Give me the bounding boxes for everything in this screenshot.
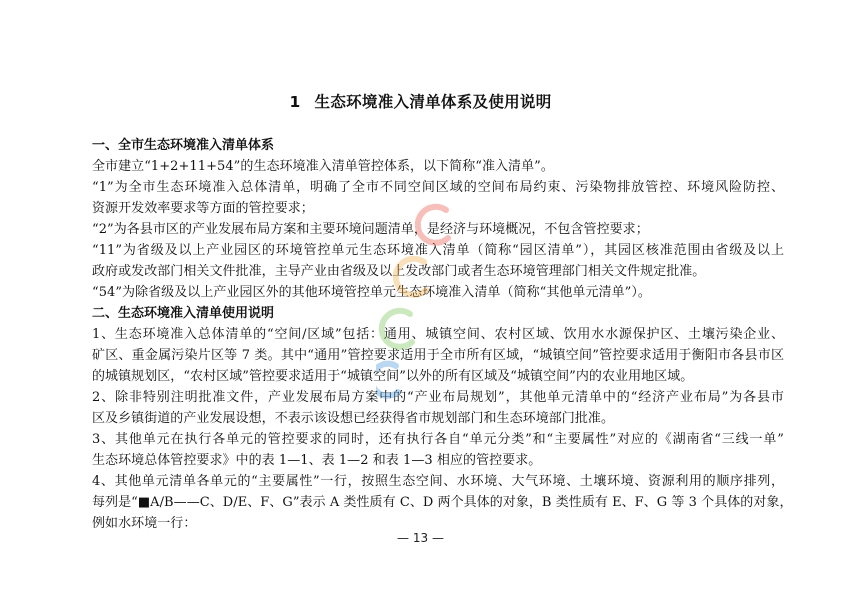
paragraph-line: 的城镇规划区，“农村区域”管控要求适用于“城镇空间”以外的所有区域及“城镇空间”内的农业用地区域。 [92,369,694,384]
paragraph-line: 3、其他单元在执行各单元的管控要求的同时，还有执行各自“单元分类”和“主要属性”对应的《湖南省“三线一单” [92,432,784,447]
paragraph-line: “11”为省级及以上产业园区的环境管控单元生态环境准入清单（简称“园区清单”），其园区核准范围由省级及以上 [92,243,784,258]
paragraph-line: 政府或发改部门相关文件批准，主导产业由省级及以上发改部门或者生态环境管理部门相关文件规定批准。 [92,264,706,279]
paragraph-line: “2”为各县市区的产业发展布局方案和主要环境问题清单，是经济与环境概况，不包含管控要求； [92,222,649,237]
paragraph-line: 生态环境总体管控要求》中的表 1—1、表 1—2 和表 1—3 相应的管控要求。 [92,453,542,468]
paragraph-line: 每列是“■A/B——C、D/E、F、G”表示 A 类性质有 C、D 两个具体的对象，B 类性质有 E、F、G 等 3 个具体的对象， [92,495,793,510]
paragraph-line: “1”为全市生态环境准入总体清单，明确了全市不同空间区域的空间布局约束、污染物排放管控、环境风险防控、 [92,180,784,195]
section-heading: 二、生态环境准入清单使用说明 [92,306,275,321]
section-number: 1 [289,93,301,111]
body-content [92,135,793,534]
paragraph-line: 资源开发效率要求等方面的管控要求； [92,201,314,216]
paragraph-line: 4、其他单元清单各单元的“主要属性”一行，按照生态空间、水环境、大气环境、土壤环境、资源利用的顺序排列， [92,474,784,489]
paragraph-line: “54”为除省级及以上产业园区外的其他环境管控单元生态环境准入清单（简称“其他单元清单”）。 [92,285,651,300]
paragraph-line: 1、生态环境准入总体清单的“空间/区域”包括：通用、城镇空间、农村区域、饮用水水源保护区、土壤污染企业、 [92,327,784,342]
paragraph-line: 2、除非特别注明批准文件，产业发展布局方案中的“产业布局规划”，其他单元清单中的“经济产业布局”为各县市 [92,390,784,405]
section-title [0,90,841,112]
section-heading: 一、全市生态环境准入清单体系 [92,138,275,153]
paragraph-line: 区及乡镇街道的产业发展设想，不表示该设想已经获得省市规划部门和生态环境部门批准。 [92,411,615,426]
page-number: — 13 — [397,531,444,545]
paragraph-line: 例如水环境一行： [92,516,197,531]
section-title-text: 生态环境准入清单体系及使用说明 [314,93,552,111]
paragraph-line: 全市建立“1+2+11+54”的生态环境准入清单管控体系，以下简称“准入清单”。 [92,159,554,174]
paragraph-line: 矿区、重金属污染片区等 7 类。其中“通用”管控要求适用于全市所有区域，“城镇空间”管控要求适用于衡阳市各县市区 [92,348,784,363]
